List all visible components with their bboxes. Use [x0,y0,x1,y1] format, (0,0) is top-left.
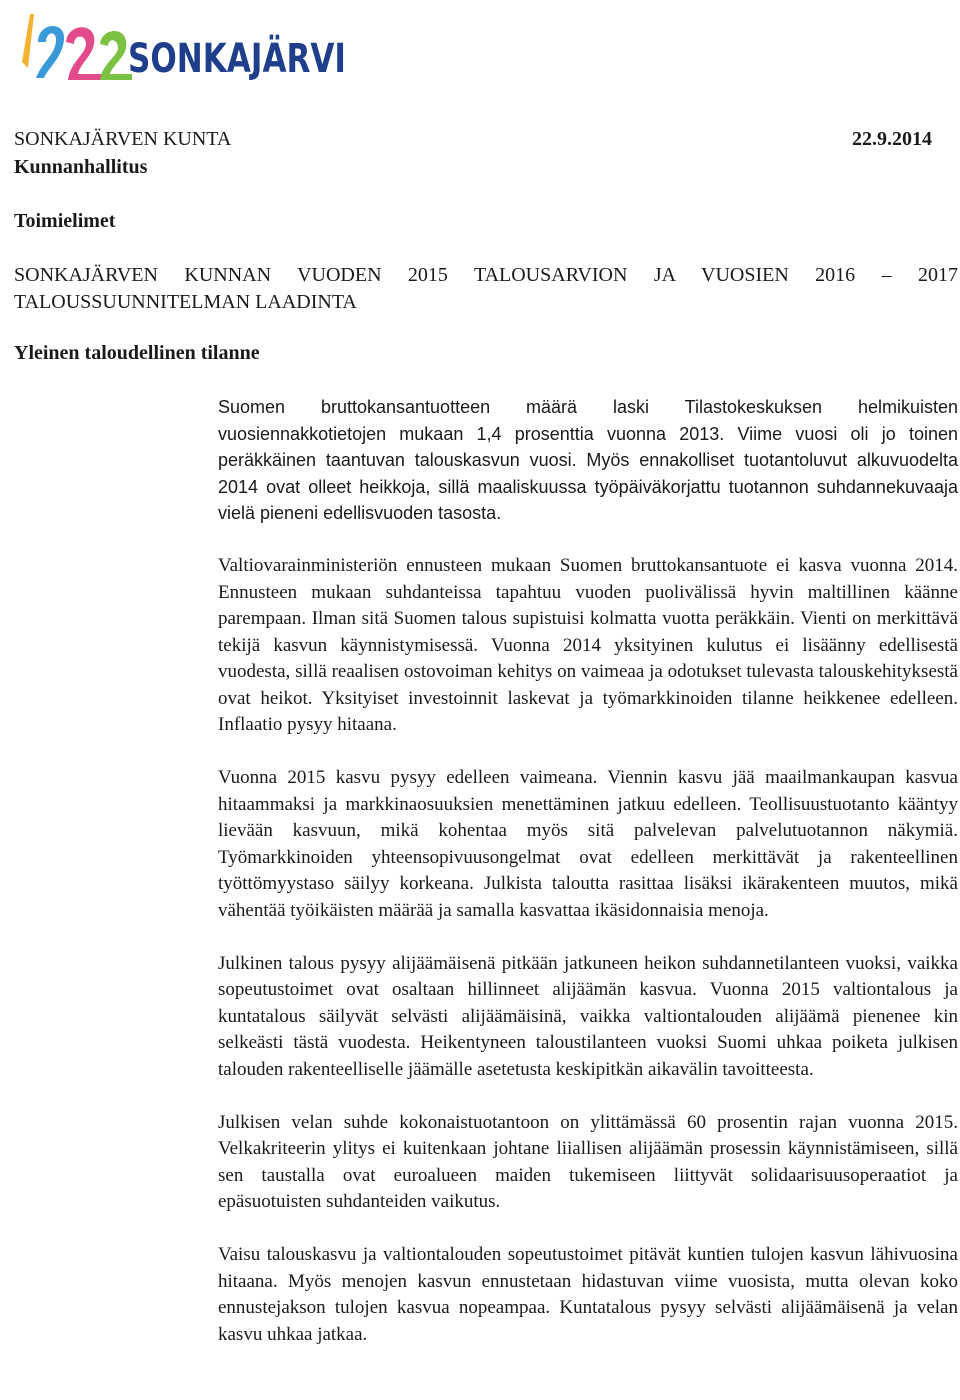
governing-body: Kunnanhallitus [14,156,148,178]
municipality-logo [8,2,409,82]
document-title-line-2: TALOUSSUUNNITELMAN LAADINTA [14,291,357,313]
document-title [14,262,958,316]
document-date: 22.9.2014 [852,128,932,150]
organization-name: SONKAJÄRVEN KUNTA [14,128,232,150]
logo-stroke-1 [22,14,34,68]
document-title-line-1: SONKAJÄRVEN KUNNAN VUODEN 2015 TALOUSARVION JA VUOSIEN 2016 – 2017 [14,264,958,286]
paragraph: Vaisu talouskasvu ja valtiontalouden sopeutustoimet pitävät kuntien tulojen kasvun lähivuosina hitaana. Myös menojen kasvun ennustetaan hidastuvan viime vuosista, mutta olevan koko ennustejakson tulojen kasvua nopeampaa. Kuntatalous pysyy selvästi alijäämäisenä ja velan kasvu uhkaa jatkaa. [218,1244,958,1345]
logo-graphic [8,2,409,82]
paragraph: Vuonna 2015 kasvu pysyy edelleen vaimeana. Viennin kasvu jää maailmankaupan kasvua hitaammaksi ja markkinaosuuksien menettäminen jatkuu edelleen. Teollisuustuotanto kääntyy lievään kasvuun, mikä kohentaa myös sitä palvelevan palvelutuotannon näkymiä. Työmarkkinoiden yhteensopivuusongelmat ovat edelleen merkittävät ja rakenteellinen työttömyystaso säilyy korkeana. Julkista taloutta rasittaa lisäksi ikärakenteen muutos, mikä vähentää työikäisten määrää ja samalla kasvattaa ikäsidonnaisia menoja. [218,767,958,921]
logo-wordmark: SONKAJÄRVI [128,36,409,82]
body-text [218,394,958,1375]
paragraph: Julkisen velan suhde kokonaistuotantoon on ylittämässä 60 prosentin rajan vuonna 2015. Velkakriteerin ylitys ei kuitenkaan johtane liiallisen alijäämän prosessin käynnistämiseen, sillä sen taustalla ovat euroalueen maiden tukemiseen liittyvät solidaarisuusoperaatiot ja epäsuotuisten suhdanteiden vaikutus. [218,1111,958,1212]
section-label: Toimielimet [14,210,116,232]
subheading: Yleinen taloudellinen tilanne [14,342,260,364]
paragraph: Suomen bruttokansantuotteen määrä laski Tilastokeskuksen helmikuisten vuosiennakkotietojen mukaan 1,4 prosenttia vuonna 2013. Viime vuosi oli jo toinen peräkkäinen taantuvan talouskasvun vuosi. Myös ennakolliset tuotantoluvut alkuvuodelta 2014 ovat olleet heikkoja, sillä maaliskuussa työpäiväkorjattu tuotannon suhdannekuvaaja vielä pieneni edellisvuoden tasosta. [218,397,958,523]
logo-stroke-2a [66,27,102,80]
paragraph: Julkinen talous pysyy alijäämäisenä pitkään jatkuneen heikon suhdannetilanteen vuoksi, vaikka sopeutustoimet ovat osaltaan hillinneet alijäämän kasvua. Vuonna 2015 valtiontalous ja kuntatalous säilyvät selvästi alijäämäisinä, vaikka valtiontalouden alijäämä pienenee kin selkeästi tästä vuodesta. Heikentyneen taloustilanteen vuoksi Suomi uhkaa poiketa julkisen talouden rakenteelliselle jäämälle asetetusta keskipitkän aikavälin tavoitteesta. [218,952,958,1080]
paragraph: Valtiovarainministeriön ennusteen mukaan Suomen bruttokansantuote ei kasva vuonna 2014. Ennusteen mukaan suhdanteissa tapahtuu vuoden puolivälissä hyvin maltillinen käänne parempaan. Ilman sitä Suomen talous supistuisi kolmatta vuotta peräkkäin. Vienti on merkittävä tekijä kasvun käynnistymisessä. Vuonna 2014 yksityinen kulutus ei lisäänny edellisestä vuodesta, sillä reaalisen ostovoiman kehitys on vaimeaa ja odotukset tulevasta talouskehityksestä ovat heikot. Yksityiset investoinnit laskevat ja työmarkkinoiden tilanne heikkenee edelleen. Inflaatio pysyy hitaana. [218,555,958,735]
logo-stroke-9 [36,26,64,78]
document-header [14,128,932,156]
